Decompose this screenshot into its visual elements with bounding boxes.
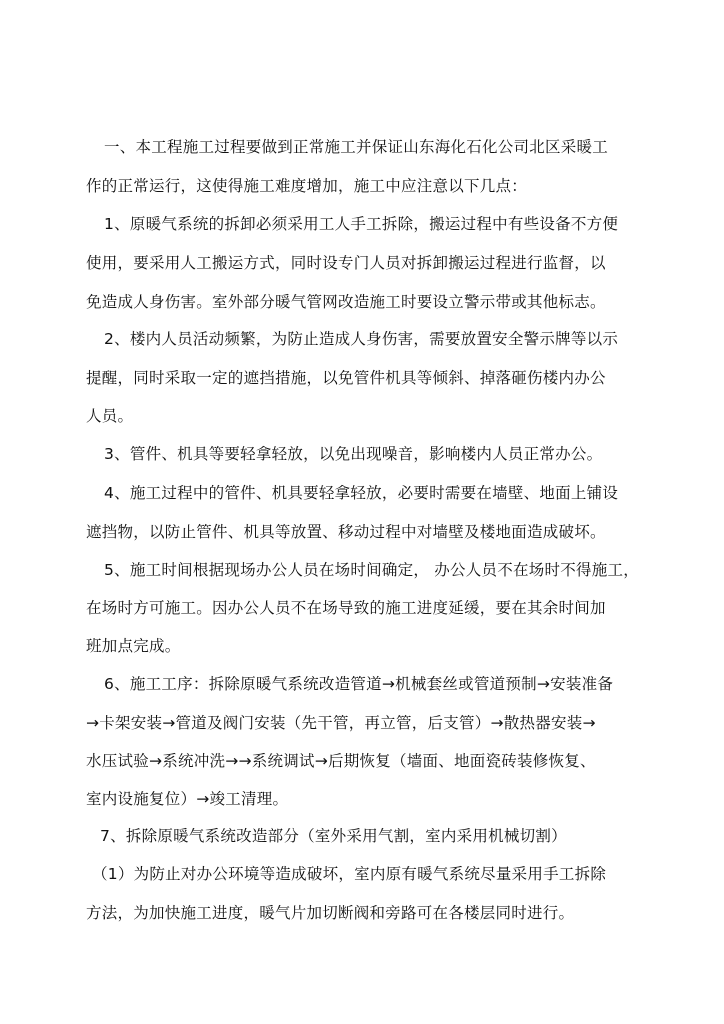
item-6-line-3: 水压试验→系统冲洗→→系统调试→后期恢复（墙面、地面瓷砖装修恢复、 [86, 752, 596, 770]
item-1-line-3: 免造成人身伤害。室外部分暖气管网改造施工时要设立警示带或其他标志。 [86, 293, 606, 311]
item-3-line-1: 3、管件、机具等要轻拿轻放，以免出现噪音，影响楼内人员正常办公。 [104, 445, 603, 463]
paragraph-1-line-2: 作的正常运行，这使得施工难度增加，施工中应注意以下几点： [86, 177, 528, 195]
item-1-line-2: 使用，要采用人工搬运方式，同时设专门人员对拆卸搬运过程进行监督，以 [86, 254, 606, 272]
paragraph-1-line-1: 一、本工程施工过程要做到正常施工并保证山东海化石化公司北区采暖工 [104, 138, 609, 156]
item-4-line-1: 4、施工过程中的管件、机具要轻拿轻放，必要时需要在墙壁、地面上铺设 [104, 484, 619, 502]
item-6-line-1: 6、施工工序：拆除原暖气系统改造管道→机械套丝或管道预制→安装准备 [104, 675, 614, 693]
subitem-1-line-1: （1）为防止对办公环境等造成破坏，室内原有暖气系统尽量采用手工拆除 [92, 865, 607, 883]
item-4-line-2: 遮挡物，以防止管件、机具等放置、移动过程中对墙壁及楼地面造成破坏。 [86, 523, 606, 541]
item-5-line-3: 班加点完成。 [86, 637, 181, 655]
item-5-line-1: 5、施工时间根据现场办公人员在场时间确定， 办公人员不在场时不得施工， [104, 561, 640, 579]
item-5-line-2: 在场时方可施工。因办公人员不在场导致的施工进度延缓，要在其余时间加 [86, 599, 606, 617]
subitem-1-line-2: 方法，为加快施工进度，暖气片加切断阀和旁路可在各楼层同时进行。 [86, 904, 575, 922]
item-6-line-4: 室内设施复位）→竣工清理。 [86, 790, 289, 808]
item-1-line-1: 1、原暖气系统的拆卸必须采用工人手工拆除，搬运过程中有些设备不方便 [104, 215, 619, 233]
item-6-line-2: →卡架安装→管道及阀门安装（先干管，再立管，后支管）→散热器安装→ [86, 714, 596, 732]
item-2-line-2: 提醒，同时采取一定的遮挡措施，以免管件机具等倾斜、掉落砸伤楼内办公 [86, 369, 606, 387]
item-2-line-1: 2、楼内人员活动频繁，为防止造成人身伤害，需要放置安全警示牌等以示 [104, 330, 619, 348]
item-7-line-1: 7、拆除原暖气系统改造部分（室外采用气割，室内采用机械切割） [100, 827, 567, 845]
item-2-line-3: 人员。 [86, 407, 134, 425]
